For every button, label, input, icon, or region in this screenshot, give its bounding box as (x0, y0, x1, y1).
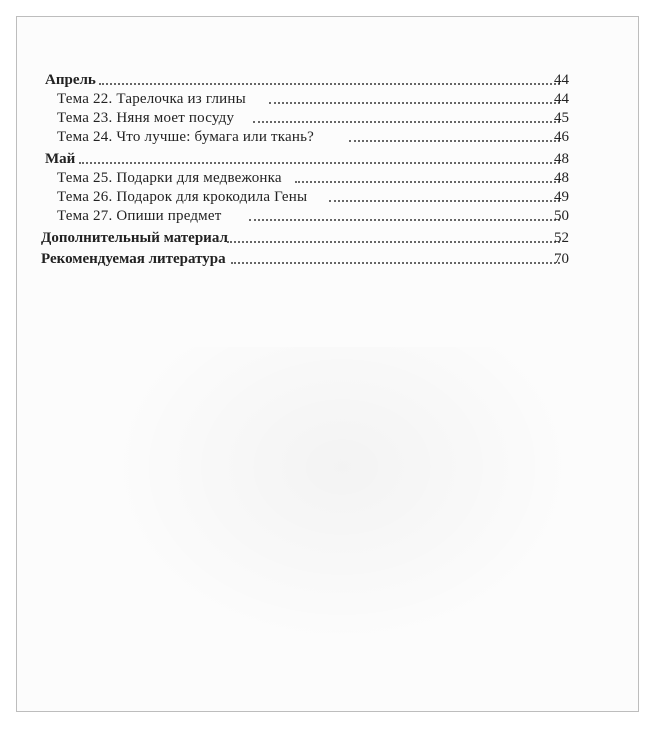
toc-entry-page: 48 (554, 170, 569, 186)
toc-topic-25 (17, 168, 638, 188)
dot-leader (231, 262, 560, 264)
toc-entry-title: Тема 23. Няня моет посуду (57, 110, 235, 126)
toc-entry-title: Тема 26. Подарок для крокодила Гены (57, 189, 308, 205)
toc-entry-title: Тема 27. Опиши предмет (57, 208, 222, 224)
toc-entry-page: 50 (554, 208, 569, 224)
dot-leader (227, 241, 560, 243)
book-page (16, 16, 639, 712)
dot-leader (269, 102, 560, 104)
dot-leader (295, 181, 560, 183)
toc-entry-page: 45 (554, 110, 569, 126)
toc-entry-page: 48 (554, 151, 569, 167)
dot-leader (349, 140, 560, 142)
toc-entry-title: Дополнительный материал (41, 230, 228, 246)
dot-leader (329, 200, 560, 202)
table-of-contents (17, 17, 638, 711)
toc-section-april (17, 70, 638, 90)
toc-entry-page: 44 (554, 72, 569, 88)
toc-entry-title: Рекомендуемая литература (41, 251, 226, 267)
toc-entry-page: 70 (554, 251, 569, 267)
toc-entry-page: 49 (554, 189, 569, 205)
toc-topic-27 (17, 206, 638, 226)
dot-leader (99, 83, 560, 85)
toc-topic-26 (17, 187, 638, 207)
toc-topic-24 (17, 127, 638, 147)
dot-leader (249, 219, 560, 221)
toc-entry-title: Май (45, 151, 76, 167)
toc-section-additional (17, 228, 638, 248)
toc-entry-title: Тема 25. Подарки для медвежонка (57, 170, 282, 186)
toc-entry-title: Тема 24. Что лучше: бумага или ткань? (57, 129, 315, 145)
toc-section-may (17, 149, 638, 169)
toc-entry-page: 44 (554, 91, 569, 107)
toc-topic-22 (17, 89, 638, 109)
toc-entry-page: 46 (554, 129, 569, 145)
toc-topic-23 (17, 108, 638, 128)
dot-leader (79, 162, 560, 164)
toc-entry-page: 52 (554, 230, 569, 246)
toc-section-literature (17, 249, 638, 269)
dot-leader (253, 121, 560, 123)
toc-entry-title: Тема 22. Тарелочка из глины (57, 91, 246, 107)
toc-entry-title: Апрель (45, 72, 96, 88)
